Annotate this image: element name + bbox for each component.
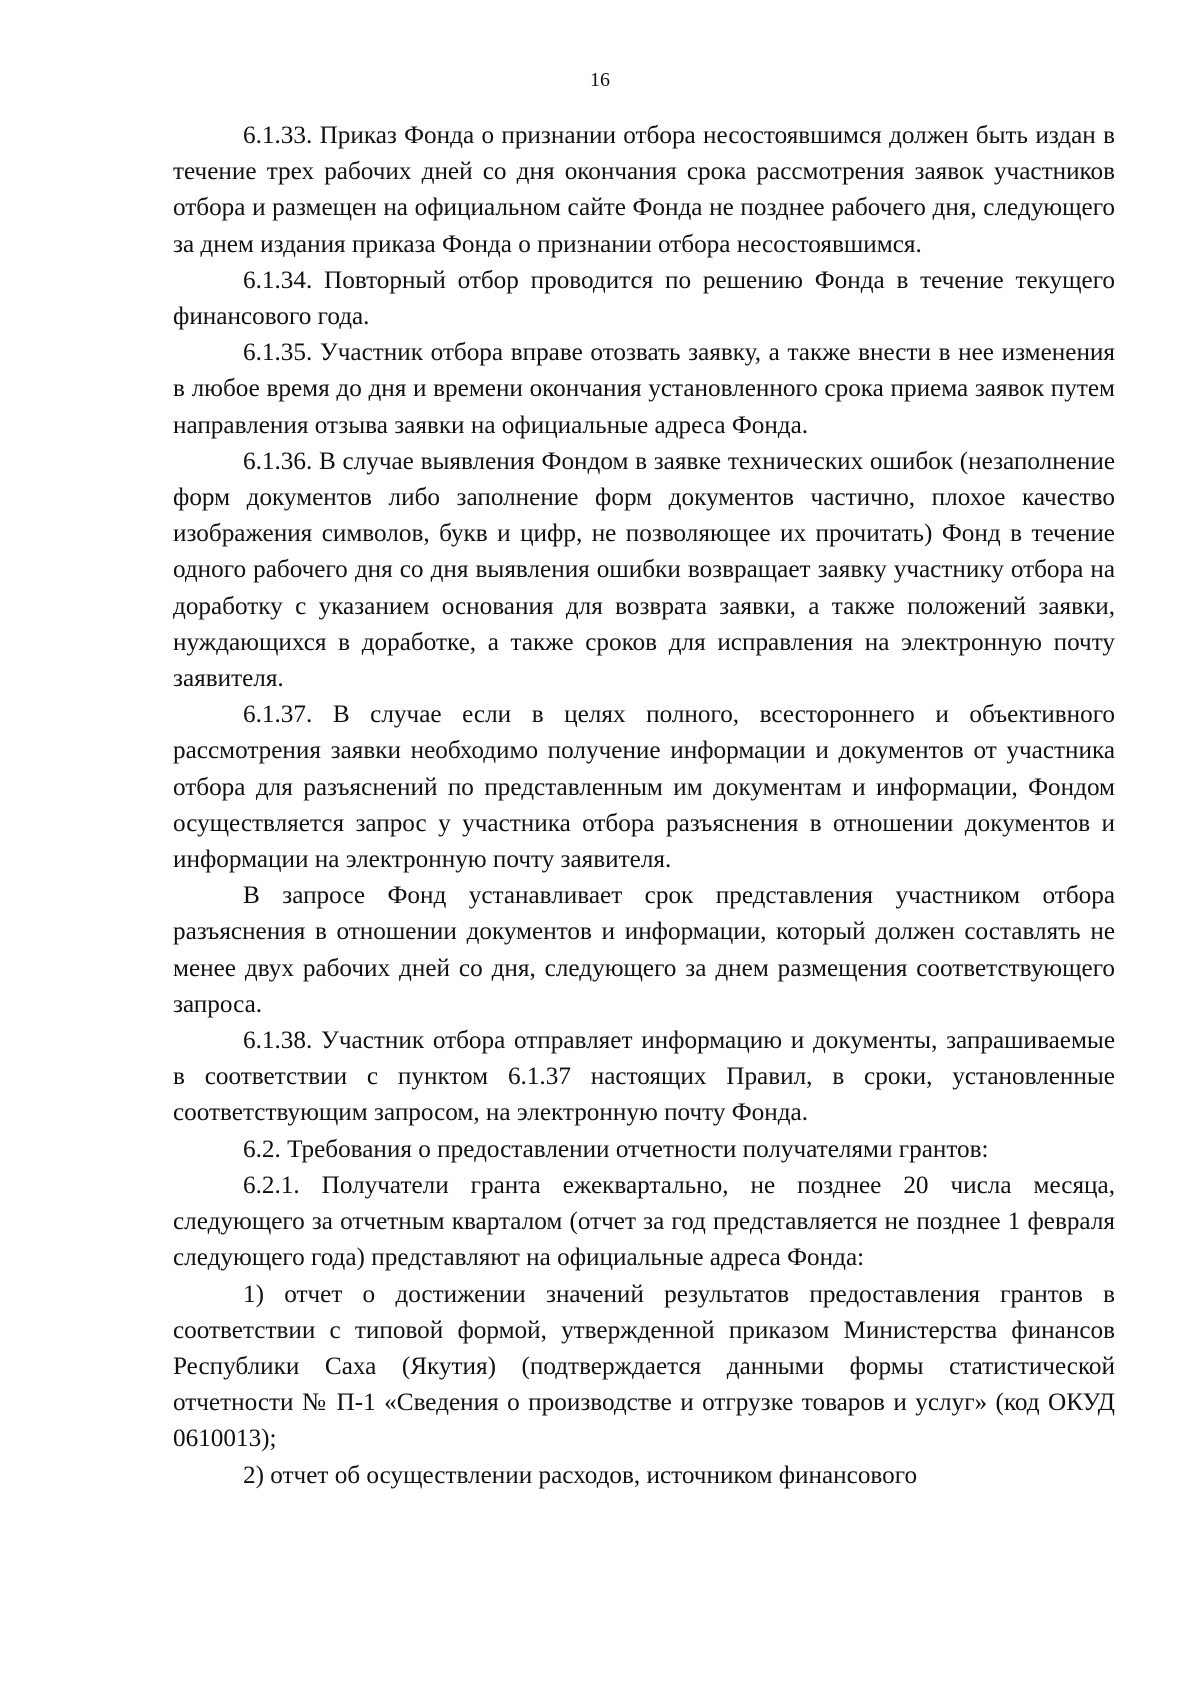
- paragraph-6-1-34: 6.1.34. Повторный отбор проводится по решению Фонда в течение текущего финансового года.: [173, 266, 1115, 331]
- paragraph-6-1-36: 6.1.36. В случае выявления Фондом в заявке технических ошибок (незаполнение форм документов либо заполнение форм документов частично, плохое качество изображения символов, букв и цифр, не позволяющее их прочитать) Фонд в течение одного рабочего дня со дня выявления ошибки возвращает заявку участнику отбора на доработку с указанием основания для возврата заявки, а также положений заявки, нуждающихся в доработке, а также сроков для исправления на электронную почту заявителя.: [173, 447, 1115, 693]
- paragraph-6-1-35: 6.1.35. Участник отбора вправе отозвать заявку, а также внести в нее изменения в любое время до дня и времени окончания установленного срока приема заявок путем направления отзыва заявки на официальные адреса Фонда.: [173, 339, 1115, 439]
- page-number: 16: [590, 69, 610, 91]
- paragraph-6-1-37: 6.1.37. В случае если в целях полного, всестороннего и объективного рассмотрения заявки необходимо получение информации и документов от участника отбора для разъяснений по представленным им документам и информации, Фондом осуществляется запрос у участника отбора разъяснения в отношении документов и информации на электронную почту заявителя.: [173, 701, 1115, 874]
- paragraph-6-1-38: 6.1.38. Участник отбора отправляет информацию и документы, запрашиваемые в соответствии с пунктом 6.1.37 настоящих Правил, в сроки, установленные соответствующим запросом, на электронную почту Фонда.: [173, 1027, 1115, 1127]
- list-item-1: 1) отчет о достижении значений результатов предоставления грантов в соответствии с типовой формой, утвержденной приказом Министерства финансов Республики Саха (Якутия) (подтверждается данными формы статистической отчетности № П-1 «Сведения о производстве и отгрузке товаров и услуг» (код ОКУД 0610013);: [173, 1280, 1115, 1453]
- paragraph-6-2-1: 6.2.1. Получатели гранта ежеквартально, не позднее 20 числа месяца, следующего за отчетным кварталом (отчет за год представляется не позднее 1 февраля следующего года) представляют на официальные адреса Фонда:: [173, 1171, 1115, 1272]
- paragraph-request-deadline: В запросе Фонд устанавливает срок представления участником отбора разъяснения в отношении документов и информации, который должен составлять не менее двух рабочих дней со дня, следующего за днем размещения соответствующего запроса.: [173, 882, 1115, 1018]
- document-body: [173, 118, 1115, 1494]
- list-item-2: 2) отчет об осуществлении расходов, источником финансового: [243, 1461, 918, 1489]
- paragraph-6-1-33: 6.1.33. Приказ Фонда о признании отбора несостоявшимся должен быть издан в течение трех рабочих дней со дня окончания срока рассмотрения заявок участников отбора и размещен на официальном сайте Фонда не позднее рабочего дня, следующего за днем издания приказа Фонда о признании отбора несостоявшимся.: [173, 122, 1115, 258]
- paragraph-6-2: 6.2. Требования о предоставлении отчетности получателями грантов:: [243, 1135, 989, 1163]
